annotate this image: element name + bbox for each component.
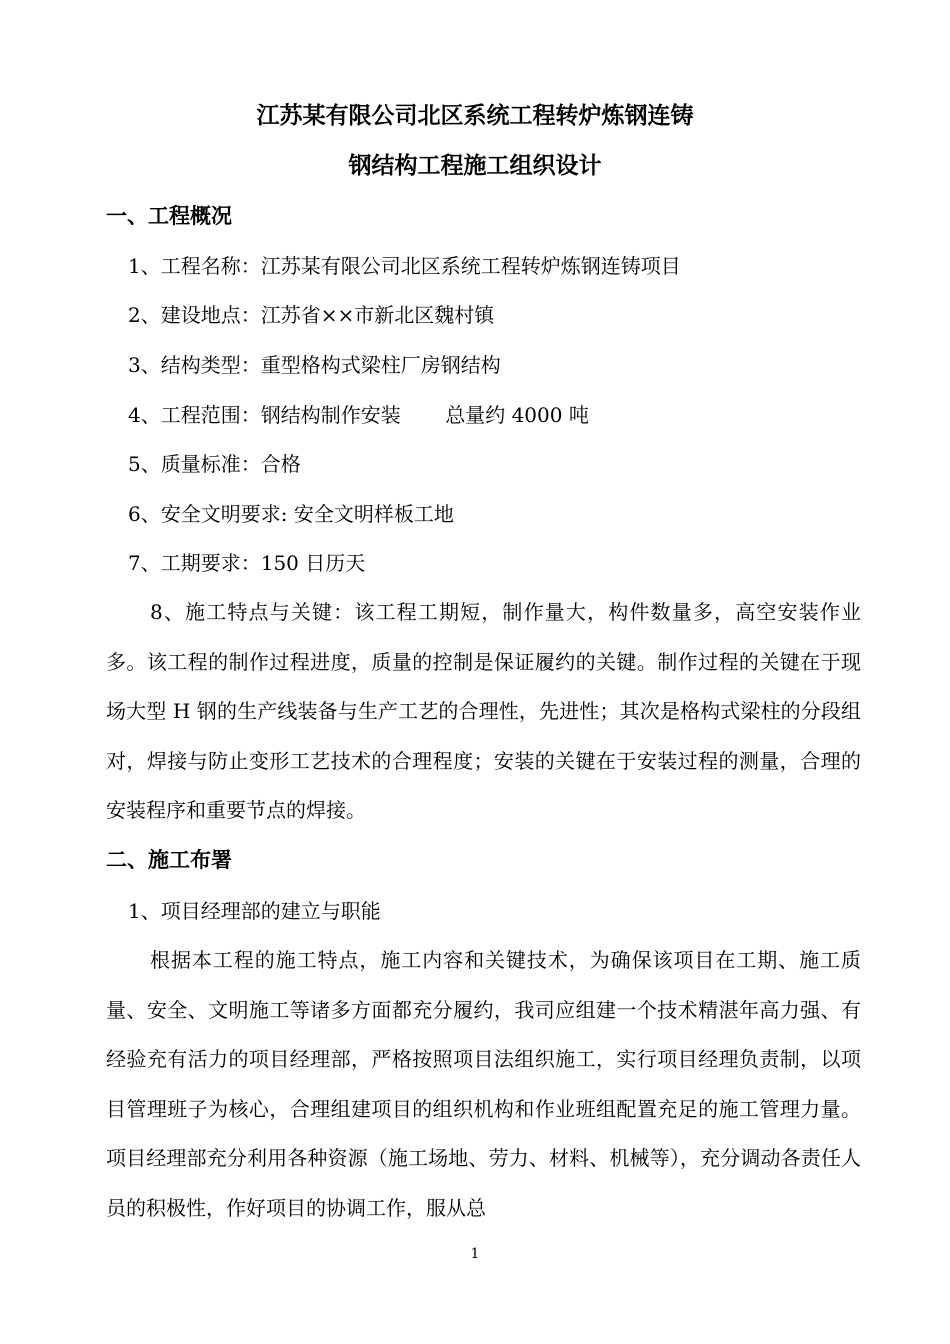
list-item-key-points: 8、施工特点与关键：该工程工期短，制作量大，构件数量多，高空安装作业多。该工程的制作过程进度，质量的控制是保证履约的关键。制作过程的关键在于现场大型 H 钢的生产线装备与生产工艺的合理性，先进性；其次是格构式梁柱的分段组对，焊接与防止变形工艺技术的合理程度；安装的关键在于安装过程的测量，合理的安装程序和重要节点的焊接。: [106, 600, 861, 822]
document-title-line-1: 江苏某有限公司北区系统工程转炉炼钢连铸: [256, 103, 694, 129]
list-item-project-name: 1、工程名称：江苏某有限公司北区系统工程转炉炼钢连铸项目: [128, 254, 681, 278]
list-item-safety: 6、安全文明要求: 安全文明样板工地: [128, 502, 454, 526]
list-item-schedule: 7、工期要求：150 日历天: [128, 551, 366, 575]
section-heading-overview: 一、工程概况: [106, 204, 232, 228]
list-item-structure-type: 3、结构类型：重型格构式梁柱厂房钢结构: [128, 353, 501, 377]
list-item-location: 2、建设地点：江苏省××市新北区魏村镇: [128, 303, 495, 327]
section-heading-deployment: 二、施工布署: [106, 848, 232, 872]
list-item-scope: 4、工程范围：钢结构制作安装 总量约 4000 吨: [128, 403, 589, 427]
list-item-quality: 5、质量标准：合格: [128, 452, 301, 476]
subsection-title-project-dept: 1、项目经理部的建立与职能: [128, 899, 381, 923]
body-paragraph: 根据本工程的施工特点，施工内容和关键技术，为确保该项目在工期、施工质量、安全、文明施工等诸多方面都充分履约，我司应组建一个技术精湛年高力强、有经验充有活力的项目经理部，严格按照项目法组织施工，实行项目经理负责制，以项目管理班子为核心，合理组建项目的组织机构和作业班组配置充足的施工管理力量。项目经理部充分利用各种资源（施工场地、劳力、材料、机械等），充分调动各责任人员的积极性，作好项目的协调工作，服从总: [106, 948, 861, 1220]
page-number: 1: [470, 1246, 480, 1262]
document-title-line-2: 钢结构工程施工组织设计: [348, 153, 602, 179]
